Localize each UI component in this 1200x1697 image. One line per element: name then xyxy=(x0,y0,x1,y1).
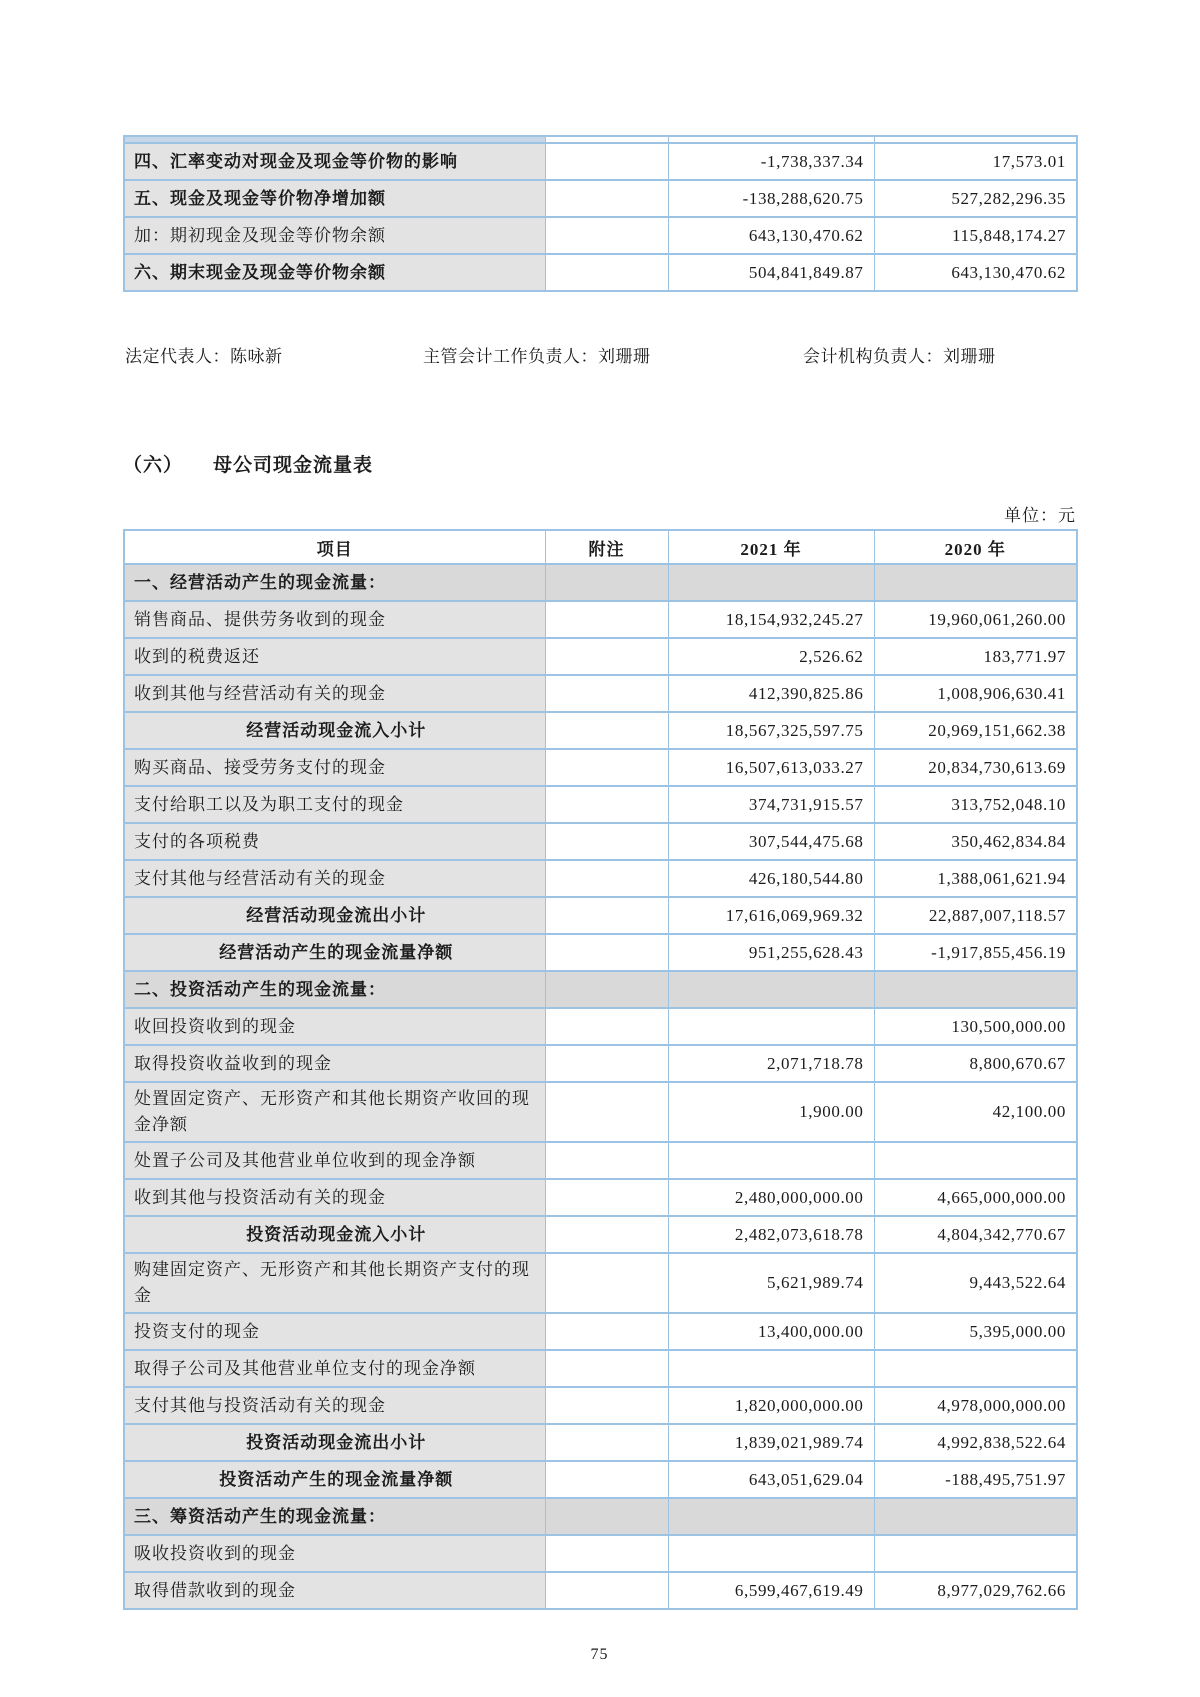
page-content xyxy=(123,0,1076,1664)
note-cell xyxy=(545,1424,668,1461)
note-cell xyxy=(545,1387,668,1424)
table-row xyxy=(124,254,1077,291)
table-row xyxy=(124,1045,1077,1082)
item-cell: 支付其他与经营活动有关的现金 xyxy=(124,860,545,897)
note-cell xyxy=(545,564,668,601)
item-cell: 支付给职工以及为职工支付的现金 xyxy=(124,786,545,823)
value-2020-cell: 4,665,000,000.00 xyxy=(874,1179,1077,1216)
item-cell: 六、期末现金及现金等价物余额 xyxy=(124,254,545,291)
item-cell: 取得子公司及其他营业单位支付的现金净额 xyxy=(124,1350,545,1387)
subtotal-row xyxy=(124,712,1077,749)
value-2020-cell: 130,500,000.00 xyxy=(874,1008,1077,1045)
section-index: （六） xyxy=(123,455,184,476)
note-cell xyxy=(545,1142,668,1179)
item-cell: 经营活动现金流出小计 xyxy=(124,897,545,934)
table-row xyxy=(124,1253,1077,1313)
table-header-row xyxy=(124,530,1077,564)
note-cell xyxy=(545,638,668,675)
note-cell xyxy=(545,860,668,897)
value-2020-cell: 643,130,470.62 xyxy=(874,254,1077,291)
value-2020-cell xyxy=(874,564,1077,601)
value-2020-cell xyxy=(874,971,1077,1008)
value-2021-cell: 2,526.62 xyxy=(668,638,874,675)
value-2021-cell: 2,482,073,618.78 xyxy=(668,1216,874,1253)
cash-flow-summary-table xyxy=(123,135,1078,292)
value-2020-cell: 4,978,000,000.00 xyxy=(874,1387,1077,1424)
note-cell xyxy=(545,180,668,217)
value-2021-cell xyxy=(668,1535,874,1572)
value-2020-cell: 183,771.97 xyxy=(874,638,1077,675)
accounting-supervisor: 主管会计工作负责人：刘珊珊 xyxy=(423,347,651,366)
value-2020-cell: 527,282,296.35 xyxy=(874,180,1077,217)
table-row xyxy=(124,1082,1077,1142)
value-2020-cell xyxy=(874,1498,1077,1535)
table-row xyxy=(124,1142,1077,1179)
header-2020: 2020 年 xyxy=(874,530,1077,564)
item-cell: 销售商品、提供劳务收到的现金 xyxy=(124,601,545,638)
table-row xyxy=(124,786,1077,823)
table-row xyxy=(124,860,1077,897)
value-2020-cell xyxy=(874,1350,1077,1387)
note-cell xyxy=(545,823,668,860)
value-2020-cell: 20,834,730,613.69 xyxy=(874,749,1077,786)
item-cell: 取得借款收到的现金 xyxy=(124,1572,545,1609)
subtotal-row xyxy=(124,1424,1077,1461)
subtotal-row xyxy=(124,897,1077,934)
value-2021-cell: 307,544,475.68 xyxy=(668,823,874,860)
note-cell xyxy=(545,1045,668,1082)
value-2020-cell: 4,804,342,770.67 xyxy=(874,1216,1077,1253)
note-cell xyxy=(545,897,668,934)
value-2021-cell: 6,599,467,619.49 xyxy=(668,1572,874,1609)
header-2021: 2021 年 xyxy=(668,530,874,564)
item-cell: 经营活动产生的现金流量净额 xyxy=(124,934,545,971)
note-cell xyxy=(545,1082,668,1142)
value-2020-cell: 8,800,670.67 xyxy=(874,1045,1077,1082)
header-note: 附注 xyxy=(545,530,668,564)
value-2021-cell: 412,390,825.86 xyxy=(668,675,874,712)
page-number: 75 xyxy=(590,1646,609,1663)
item-cell xyxy=(124,136,545,143)
item-cell: 加：期初现金及现金等价物余额 xyxy=(124,217,545,254)
table-row xyxy=(124,1350,1077,1387)
unit-label: 单位：元 xyxy=(1004,506,1076,525)
note-cell xyxy=(545,1179,668,1216)
value-2021-cell: 16,507,613,033.27 xyxy=(668,749,874,786)
table-row xyxy=(124,180,1077,217)
note-cell xyxy=(545,1535,668,1572)
value-2020-cell: 20,969,151,662.38 xyxy=(874,712,1077,749)
value-2021-cell xyxy=(668,1498,874,1535)
value-2021-cell: 13,400,000.00 xyxy=(668,1313,874,1350)
table-row xyxy=(124,1572,1077,1609)
value-2020-cell: 42,100.00 xyxy=(874,1082,1077,1142)
value-2021-cell: 17,616,069,969.32 xyxy=(668,897,874,934)
value-2020-cell: 115,848,174.27 xyxy=(874,217,1077,254)
value-2020-cell: 17,573.01 xyxy=(874,143,1077,180)
value-2020-cell: 4,992,838,522.64 xyxy=(874,1424,1077,1461)
value-2021-cell: 504,841,849.87 xyxy=(668,254,874,291)
value-2020-cell: 1,388,061,621.94 xyxy=(874,860,1077,897)
value-2021-cell xyxy=(668,564,874,601)
value-2021-cell xyxy=(668,136,874,143)
note-cell xyxy=(545,1498,668,1535)
note-cell xyxy=(545,254,668,291)
note-cell xyxy=(545,1253,668,1313)
value-2021-cell: 18,154,932,245.27 xyxy=(668,601,874,638)
item-cell: 四、汇率变动对现金及现金等价物的影响 xyxy=(124,143,545,180)
item-cell: 经营活动现金流入小计 xyxy=(124,712,545,749)
value-2021-cell: -1,738,337.34 xyxy=(668,143,874,180)
note-cell xyxy=(545,1008,668,1045)
value-2021-cell: 2,480,000,000.00 xyxy=(668,1179,874,1216)
value-2021-cell xyxy=(668,1008,874,1045)
header-item: 项目 xyxy=(124,530,545,564)
value-2020-cell: 5,395,000.00 xyxy=(874,1313,1077,1350)
note-cell xyxy=(545,1461,668,1498)
value-2021-cell xyxy=(668,1350,874,1387)
table-row xyxy=(124,601,1077,638)
item-cell: 支付的各项税费 xyxy=(124,823,545,860)
value-2020-cell xyxy=(874,1535,1077,1572)
note-cell xyxy=(545,217,668,254)
value-2020-cell: 1,008,906,630.41 xyxy=(874,675,1077,712)
item-cell: 收到其他与投资活动有关的现金 xyxy=(124,1179,545,1216)
value-2020-cell xyxy=(874,136,1077,143)
value-2021-cell xyxy=(668,971,874,1008)
section-heading xyxy=(123,450,1076,477)
value-2020-cell: 8,977,029,762.66 xyxy=(874,1572,1077,1609)
item-cell: 收回投资收到的现金 xyxy=(124,1008,545,1045)
section-title: 母公司现金流量表 xyxy=(213,455,374,476)
value-2020-cell: 22,887,007,118.57 xyxy=(874,897,1077,934)
note-cell xyxy=(545,712,668,749)
table-row xyxy=(124,638,1077,675)
item-cell: 支付其他与投资活动有关的现金 xyxy=(124,1387,545,1424)
section-row xyxy=(124,1498,1077,1535)
value-2021-cell: 2,071,718.78 xyxy=(668,1045,874,1082)
value-2021-cell: 951,255,628.43 xyxy=(668,934,874,971)
item-cell: 购建固定资产、无形资产和其他长期资产支付的现金 xyxy=(124,1253,545,1313)
note-cell xyxy=(545,971,668,1008)
item-cell: 收到其他与经营活动有关的现金 xyxy=(124,675,545,712)
item-cell: 投资活动现金流入小计 xyxy=(124,1216,545,1253)
note-cell xyxy=(545,1313,668,1350)
note-cell xyxy=(545,1350,668,1387)
table-row xyxy=(124,1008,1077,1045)
value-2020-cell: 19,960,061,260.00 xyxy=(874,601,1077,638)
item-cell: 收到的税费返还 xyxy=(124,638,545,675)
table-row xyxy=(124,675,1077,712)
table-row xyxy=(124,143,1077,180)
item-cell: 二、投资活动产生的现金流量： xyxy=(124,971,545,1008)
item-cell: 投资活动现金流出小计 xyxy=(124,1424,545,1461)
legal-representative: 法定代表人：陈咏新 xyxy=(125,347,283,366)
value-2021-cell: 1,839,021,989.74 xyxy=(668,1424,874,1461)
section-row xyxy=(124,564,1077,601)
value-2020-cell: 313,752,048.10 xyxy=(874,786,1077,823)
value-2021-cell: 5,621,989.74 xyxy=(668,1253,874,1313)
note-cell xyxy=(545,786,668,823)
note-cell xyxy=(545,601,668,638)
item-cell: 五、现金及现金等价物净增加额 xyxy=(124,180,545,217)
value-2020-cell: 350,462,834.84 xyxy=(874,823,1077,860)
value-2021-cell: 1,820,000,000.00 xyxy=(668,1387,874,1424)
note-cell xyxy=(545,136,668,143)
item-cell: 处置固定资产、无形资产和其他长期资产收回的现金净额 xyxy=(124,1082,545,1142)
value-2021-cell: 643,051,629.04 xyxy=(668,1461,874,1498)
value-2021-cell: 426,180,544.80 xyxy=(668,860,874,897)
item-cell: 一、经营活动产生的现金流量： xyxy=(124,564,545,601)
value-2020-cell xyxy=(874,1142,1077,1179)
value-2021-cell: 1,900.00 xyxy=(668,1082,874,1142)
table-row xyxy=(124,217,1077,254)
table-row xyxy=(124,1179,1077,1216)
note-cell xyxy=(545,675,668,712)
value-2021-cell: -138,288,620.75 xyxy=(668,180,874,217)
subtotal-row xyxy=(124,934,1077,971)
note-cell xyxy=(545,749,668,786)
note-cell xyxy=(545,143,668,180)
subtotal-row xyxy=(124,1461,1077,1498)
value-2021-cell: 374,731,915.57 xyxy=(668,786,874,823)
item-cell: 购买商品、接受劳务支付的现金 xyxy=(124,749,545,786)
clipped-row xyxy=(124,136,1077,143)
table-row xyxy=(124,1535,1077,1572)
note-cell xyxy=(545,1572,668,1609)
signature-line xyxy=(123,342,1076,368)
item-cell: 三、筹资活动产生的现金流量： xyxy=(124,1498,545,1535)
value-2020-cell: 9,443,522.64 xyxy=(874,1253,1077,1313)
section-row xyxy=(124,971,1077,1008)
item-cell: 投资活动产生的现金流量净额 xyxy=(124,1461,545,1498)
table-row xyxy=(124,749,1077,786)
parent-company-cash-flow-table xyxy=(123,529,1078,1610)
value-2021-cell: 18,567,325,597.75 xyxy=(668,712,874,749)
item-cell: 投资支付的现金 xyxy=(124,1313,545,1350)
accounting-org-head: 会计机构负责人：刘珊珊 xyxy=(803,347,996,366)
value-2021-cell xyxy=(668,1142,874,1179)
table-row xyxy=(124,1313,1077,1350)
value-2021-cell: 643,130,470.62 xyxy=(668,217,874,254)
note-cell xyxy=(545,1216,668,1253)
table-row xyxy=(124,823,1077,860)
item-cell: 取得投资收益收到的现金 xyxy=(124,1045,545,1082)
value-2020-cell: -188,495,751.97 xyxy=(874,1461,1077,1498)
item-cell: 吸收投资收到的现金 xyxy=(124,1535,545,1572)
note-cell xyxy=(545,934,668,971)
item-cell: 处置子公司及其他营业单位收到的现金净额 xyxy=(124,1142,545,1179)
top-margin xyxy=(123,0,1076,135)
subtotal-row xyxy=(124,1216,1077,1253)
table-row xyxy=(124,1387,1077,1424)
value-2020-cell: -1,917,855,456.19 xyxy=(874,934,1077,971)
